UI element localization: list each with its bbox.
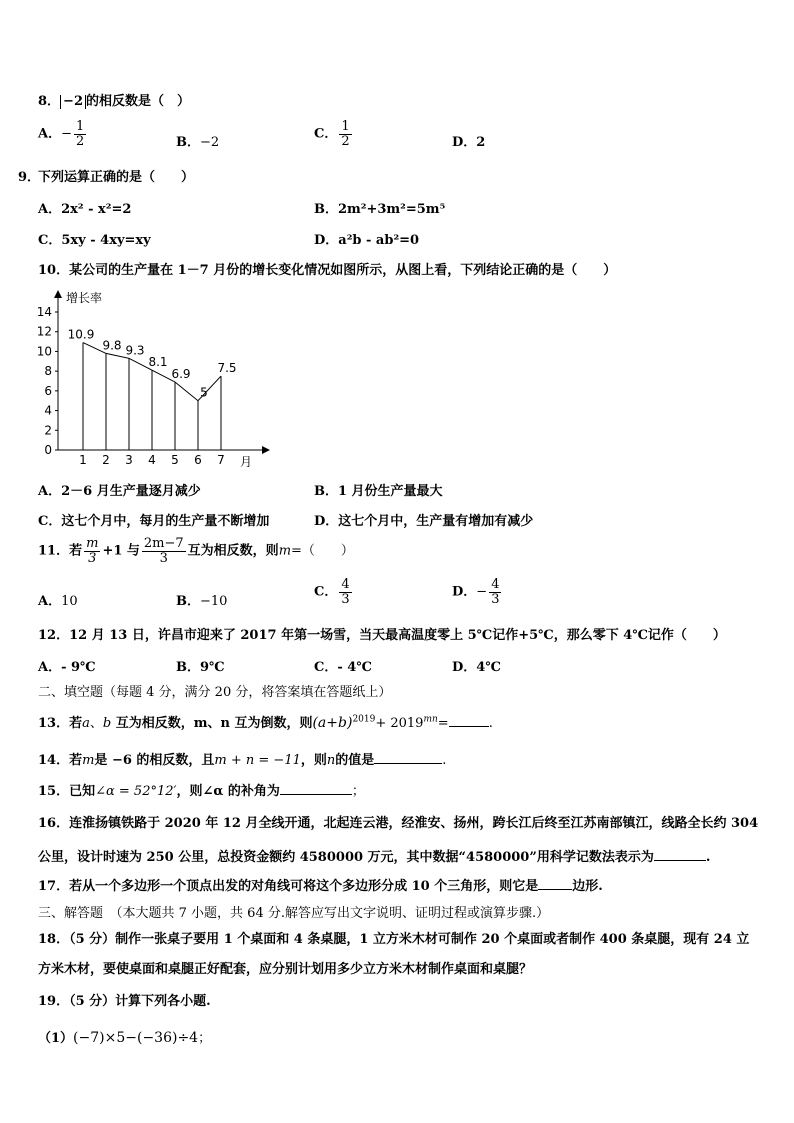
growth-rate-chart xyxy=(30,286,270,471)
x-tick-label: 6 xyxy=(194,453,202,467)
q14-expression: m + n = −11 xyxy=(214,753,301,768)
y-tick-label: 0 xyxy=(44,443,52,457)
q13-text: 13．若 xyxy=(38,716,83,731)
q11-text: +1 与 xyxy=(102,543,140,559)
q14-text: 14．若 xyxy=(38,753,83,768)
question-9: 下列运算正确的是（ ） xyxy=(38,170,195,185)
q8-text: 的相反数是（ ） xyxy=(86,94,191,109)
denominator: 3 xyxy=(88,550,97,566)
var-m: m xyxy=(82,753,95,768)
q8-number: 8． xyxy=(38,94,61,109)
q17-answer-blank[interactable] xyxy=(538,877,572,890)
denominator: 3 xyxy=(491,591,500,607)
q12-option-c: C．- 4℃ xyxy=(314,660,372,675)
q10-option-a: A．2－6 月生产量逐月减少 xyxy=(38,484,201,499)
q15-expression: ∠α = 52°12′ xyxy=(95,784,177,799)
point-label: 6.9 xyxy=(171,366,191,381)
question-18-line-2: 方米木材，要使桌面和桌腿正好配套，应分别计划用多少立方米木材制作桌面和桌腿？ xyxy=(38,962,533,977)
point-label: 9.8 xyxy=(102,338,122,353)
x-tick-label: 7 xyxy=(217,453,225,467)
question-16-line-2 xyxy=(38,846,710,865)
x-tick-label: 2 xyxy=(102,453,110,467)
x-axis-label: 月 xyxy=(240,455,253,469)
option-sign: − xyxy=(61,126,72,142)
y-axis-label: 增长率 xyxy=(66,291,103,305)
q10-option-c: C．这七个月中，每月的生产量不断增加 xyxy=(38,514,270,529)
denominator: 2 xyxy=(76,133,85,149)
q11-option-d: D．− $\frac{4}{3}$ xyxy=(452,577,500,607)
chart-axes xyxy=(54,290,270,454)
x-tick-label: 4 xyxy=(148,453,156,467)
q16-end: . xyxy=(705,850,711,865)
section-3-heading: 三、解答题 （本大题共 7 小题，共 64 分.解答应写出文字说明、证明过程或演算步骤.） xyxy=(38,906,550,921)
y-axis-arrow xyxy=(54,290,62,298)
question-11 xyxy=(38,537,354,565)
y-tick-label: 2 xyxy=(44,423,52,438)
q11-text: 互为相反数，则 xyxy=(187,543,279,559)
var-b: b xyxy=(102,716,112,731)
q14-end: . xyxy=(442,753,447,768)
point-label: 9.3 xyxy=(125,343,145,358)
question-10: 10．某公司的生产量在 1－7 月份的增长变化情况如图所示，从图上看，下列结论正确的是（ ） xyxy=(38,263,617,278)
question-16-line-1: 16．连淮扬镇铁路于 2020 年 12 月全线开通，北起连云港，经淮安、扬州，跨长江后终至江苏南部镇江，线路全长约 304 xyxy=(38,816,759,831)
option-value: −2 xyxy=(200,135,220,150)
point-label: 7.5 xyxy=(217,361,237,376)
q14-text: 是 −6 的相反数，且 xyxy=(94,753,215,768)
q9-option-d: D．a²b - ab²=0 xyxy=(314,233,420,248)
option-value: 2 xyxy=(476,135,486,150)
numerator: 4 xyxy=(341,577,350,592)
denominator: 3 xyxy=(159,550,168,566)
question-13 xyxy=(38,712,493,731)
q12-option-b: B．9℃ xyxy=(176,660,225,675)
q8-option-d xyxy=(452,131,485,150)
q16-text: 公里，设计时速为 250 公里，总投资金额约 4580000 万元，其中数据“4580000”用科学记数法表示为 xyxy=(38,850,654,865)
y-tick-label: 12 xyxy=(36,324,52,339)
q8-abs-value: −2 xyxy=(60,95,86,109)
x-axis-arrow xyxy=(262,446,270,454)
q11-text: 若 xyxy=(69,543,83,559)
q12-option-a: A．- 9℃ xyxy=(38,660,96,675)
y-tick-label: 14 xyxy=(36,305,52,319)
q15-answer-blank[interactable] xyxy=(280,782,352,795)
numerator: 1 xyxy=(76,119,85,134)
q19-subquestion-1 xyxy=(38,1027,211,1046)
question-17 xyxy=(38,875,603,894)
q13-end: . xyxy=(488,716,493,731)
q8-option-c xyxy=(314,120,354,148)
option-value: −10 xyxy=(200,594,228,609)
point-label: 8.1 xyxy=(148,355,168,370)
q16-answer-blank[interactable] xyxy=(654,848,706,861)
question-8 xyxy=(38,90,190,109)
q9-option-c: C．5xy - 4xy=xy xyxy=(38,233,151,248)
sub-label: （1） xyxy=(38,1031,74,1046)
q8-option-a xyxy=(38,120,88,148)
q12-option-d: D．4℃ xyxy=(452,660,501,675)
question-14 xyxy=(38,749,446,768)
option-sign: − xyxy=(476,584,488,600)
q19-end: ； xyxy=(198,1031,212,1046)
numerator: m xyxy=(86,536,99,551)
q11-option-a: A．10 xyxy=(38,594,78,609)
denominator: 3 xyxy=(341,591,350,607)
section-2-heading: 二、填空题（每题 4 分，满分 20 分，将答案填在答题纸上） xyxy=(38,685,392,700)
q10-option-b: B．1 月份生产量最大 xyxy=(314,484,443,499)
q15-text: 15．已知 xyxy=(38,784,96,799)
var-n: n xyxy=(326,753,336,768)
q11-option-b: B．−10 xyxy=(176,594,228,609)
question-18-line-1: 18．（5 分）制作一张桌子要用 1 个桌面和 4 条桌腿，1 立方米木材可制作 20 个桌面或者制作 400 条桌腿，现有 24 立 xyxy=(38,932,750,947)
q11-var: m xyxy=(278,543,292,559)
q15-end: ； xyxy=(351,784,365,799)
q17-end: 边形. xyxy=(572,879,603,894)
y-tick-label: 8 xyxy=(44,364,52,379)
var-a: a xyxy=(82,716,90,731)
q15-text: ，则∠α 的补角为 xyxy=(176,784,280,799)
y-tick-label: 10 xyxy=(36,344,52,359)
point-label: 10.9 xyxy=(67,327,95,342)
option-label: B． xyxy=(176,135,200,150)
q14-text: 的值是 xyxy=(335,753,375,768)
option-label: A． xyxy=(38,126,62,142)
q9-number: 9． xyxy=(18,170,41,185)
x-tick-label: 1 xyxy=(79,453,87,467)
q13-text: 、 xyxy=(89,716,103,731)
y-tick-label: 6 xyxy=(44,383,52,398)
numerator: 2m−7 xyxy=(143,536,184,551)
q13-expression: + 2019 xyxy=(375,716,424,731)
x-tick-label: 5 xyxy=(171,453,179,467)
x-tick-label: 3 xyxy=(125,453,133,467)
point-label: 5 xyxy=(200,385,208,400)
question-12: 12．12 月 13 日，许昌市迎来了 2017 年第一场雪，当天最高温度零上 5℃记作+5℃，那么零下 4℃记作（ ） xyxy=(38,628,726,643)
q8-option-b xyxy=(176,131,219,150)
q19-expression: (−7)×5−(−36)÷4 xyxy=(73,1030,199,1046)
q17-text: 17．若从一个多边形一个顶点出发的对角线可将这个多边形分成 10 个三角形，则它是 xyxy=(38,879,539,894)
q13-exponent: 2019 xyxy=(352,714,376,725)
chart-ticks xyxy=(37,305,225,467)
q13-text: 互为相反数，m、n 互为倒数，则 xyxy=(111,716,313,731)
q9-option-b: B．2m²+3m²=5m⁵ xyxy=(314,202,446,217)
y-tick-label: 4 xyxy=(44,403,52,418)
question-19: 19．（5 分）计算下列各小题. xyxy=(38,994,211,1009)
q14-text: ，则 xyxy=(300,753,327,768)
q13-expression: (a+b) xyxy=(312,715,353,731)
numerator: 4 xyxy=(491,577,500,592)
q11-text: =（ ） xyxy=(291,543,354,559)
q13-exponent: mn xyxy=(423,714,438,725)
q13-equals: = xyxy=(437,716,449,731)
question-15 xyxy=(38,780,365,799)
q11-number: 11． xyxy=(38,543,70,559)
q14-answer-blank[interactable] xyxy=(374,751,442,764)
option-value: 10 xyxy=(61,594,78,609)
q9-option-a: A．2x² - x²=2 xyxy=(38,202,132,217)
option-label: C． xyxy=(314,126,338,142)
numerator: 1 xyxy=(341,119,350,134)
q11-option-c: C． $\frac{4}{3}$ xyxy=(314,577,350,607)
option-label: D． xyxy=(452,135,477,150)
q10-option-d: D．这七个月中，生产量有增加有减少 xyxy=(314,514,534,529)
q13-answer-blank[interactable] xyxy=(449,714,489,727)
denominator: 2 xyxy=(341,133,350,149)
